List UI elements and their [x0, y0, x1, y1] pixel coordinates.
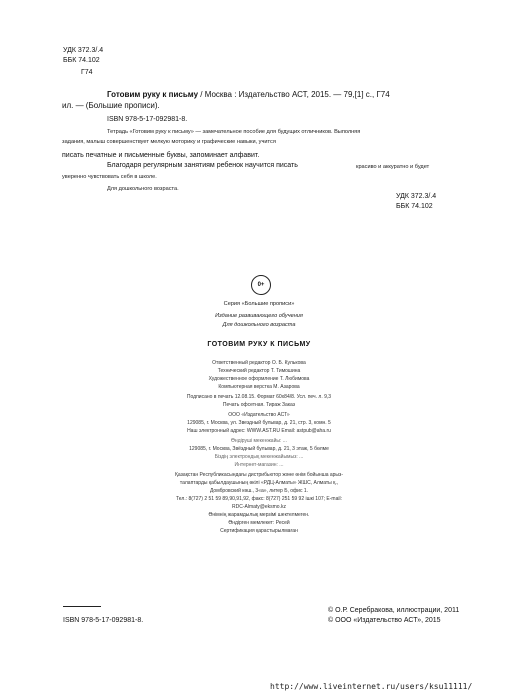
abstract-line-5: красиво и аккуратно и будет [356, 164, 430, 170]
abstract-line-2: задания, малыш совершенствует мелкую моторику и графические навыки, учится [62, 139, 276, 145]
abstract-line-3: писать печатные и письменные буквы, запоминает алфавит. [62, 152, 260, 159]
copyright-illustrations: © О.Р. Серебракова, иллюстрации, 2011 [328, 607, 460, 614]
udk-right: УДК 372.3/.4 [396, 193, 437, 200]
bottom-isbn: ISBN 978-5-17-092981-8. [63, 617, 144, 624]
watermark-url: http://www.liveinternet.ru/users/ksu11111/ [270, 682, 473, 691]
kz-line-1: Қазақстан Республикасындағы дистрибьютор және өнім бойынша арыз- [174, 472, 343, 478]
print-signed: Подписано в печать 12.08.15. Формат 60х84/8. Усл. печ. л. 9,3 [186, 394, 332, 400]
series-subtitle-2: Для дошкольного возраста [222, 322, 296, 328]
print-type: Печать офсетная. Тираж Заказ [222, 402, 296, 408]
abstract-line-4: Благодаря регулярным занятиям ребенок научится писать [107, 162, 298, 169]
copyright-publisher: © ООО «Издательство АСТ», 2015 [328, 617, 441, 624]
book-title: Готовим руку к письму [107, 90, 199, 99]
credit-tech-editor: Технический редактор Т. Тимошина [217, 368, 301, 374]
author-code: Г74 [81, 69, 93, 76]
kz-line-8: Сертификация қарастырылмаған [220, 528, 298, 534]
isbn-record: ISBN 978-5-17-092981-8. [107, 116, 188, 123]
publisher-name: ООО «Издательство АСТ» [228, 412, 290, 418]
abstract-line-6: уверенно чувствовать себя в школе. [62, 174, 157, 180]
publisher-address: 129085, г. Москва, ул. Звездный бульвар, д. 21, стр. 3, комн. 5 [187, 420, 331, 426]
credit-art: Художественное оформление Т. Любимова [208, 376, 310, 382]
audience-note: Для дошкольного возраста. [107, 186, 179, 192]
abstract-line-1: Тетрадь «Готовим руку к письму» — замечательное пособие для будущих отличников. Выполняя [107, 129, 361, 135]
credit-editor: Ответственный редактор О. Б. Кулькова [212, 360, 306, 366]
series-name: Серия «Большие прописи» [223, 301, 295, 307]
udk-code: УДК 372.3/.4 [63, 47, 104, 54]
kz-line-2: талаптарды қабылдаушының өкілі «РДЦ-Алматы» ЖШС, Алматы қ., [179, 480, 339, 486]
kz-line-4: Тел.: 8(727) 2 51 59 89,90,91,92, факс: 8(727) 251 59 92 ішкі 107; E-mail: [176, 496, 342, 502]
publisher-web: Наш электронный адрес: WWW.AST.RU Email: astpub@aha.ru [187, 428, 331, 434]
manufacturer-line-3: Біздің электрондық мекенжайымыз: ... [214, 454, 304, 460]
credit-layout: Компьютерная верстка М. Азарова [218, 384, 300, 390]
imprint-continued: ил. — (Большие прописи). [62, 101, 160, 110]
bbk-right: ББК 74.102 [396, 203, 433, 210]
manufacturer-line-1: Өндіруші мекенжайы: ... [231, 438, 287, 444]
bottom-rule [63, 606, 101, 607]
kz-line-7: Өндірген мемлекет: Ресей [228, 520, 290, 526]
manufacturer-line-4: Интернет-магазин: ... [234, 462, 284, 468]
series-subtitle-1: Издание развивающего обучения [215, 313, 303, 319]
bibliographic-title-line [107, 90, 390, 100]
kz-line-6: Өнімнің жарамдылық мерзімі шектелмеген. [208, 512, 310, 518]
manufacturer-line-2: 129085, г. Москва, Звёздный бульвар, д. 21, 3 этаж, 5 бөлме [189, 446, 329, 452]
age-rating-badge: 0+ [251, 275, 271, 295]
kz-line-3: Домбровский көш., 3«а», литер Б, офис 1. [209, 488, 309, 494]
series-book-title: ГОТОВИМ РУКУ К ПИСЬМУ [207, 341, 311, 348]
kz-line-5: RDC-Almaty@eksmo.kz [232, 504, 286, 510]
bbk-code: ББК 74.102 [63, 57, 100, 64]
imprint: / Москва : Издательство АСТ, 2015. — 79,[1] с., Г74 [200, 90, 390, 99]
